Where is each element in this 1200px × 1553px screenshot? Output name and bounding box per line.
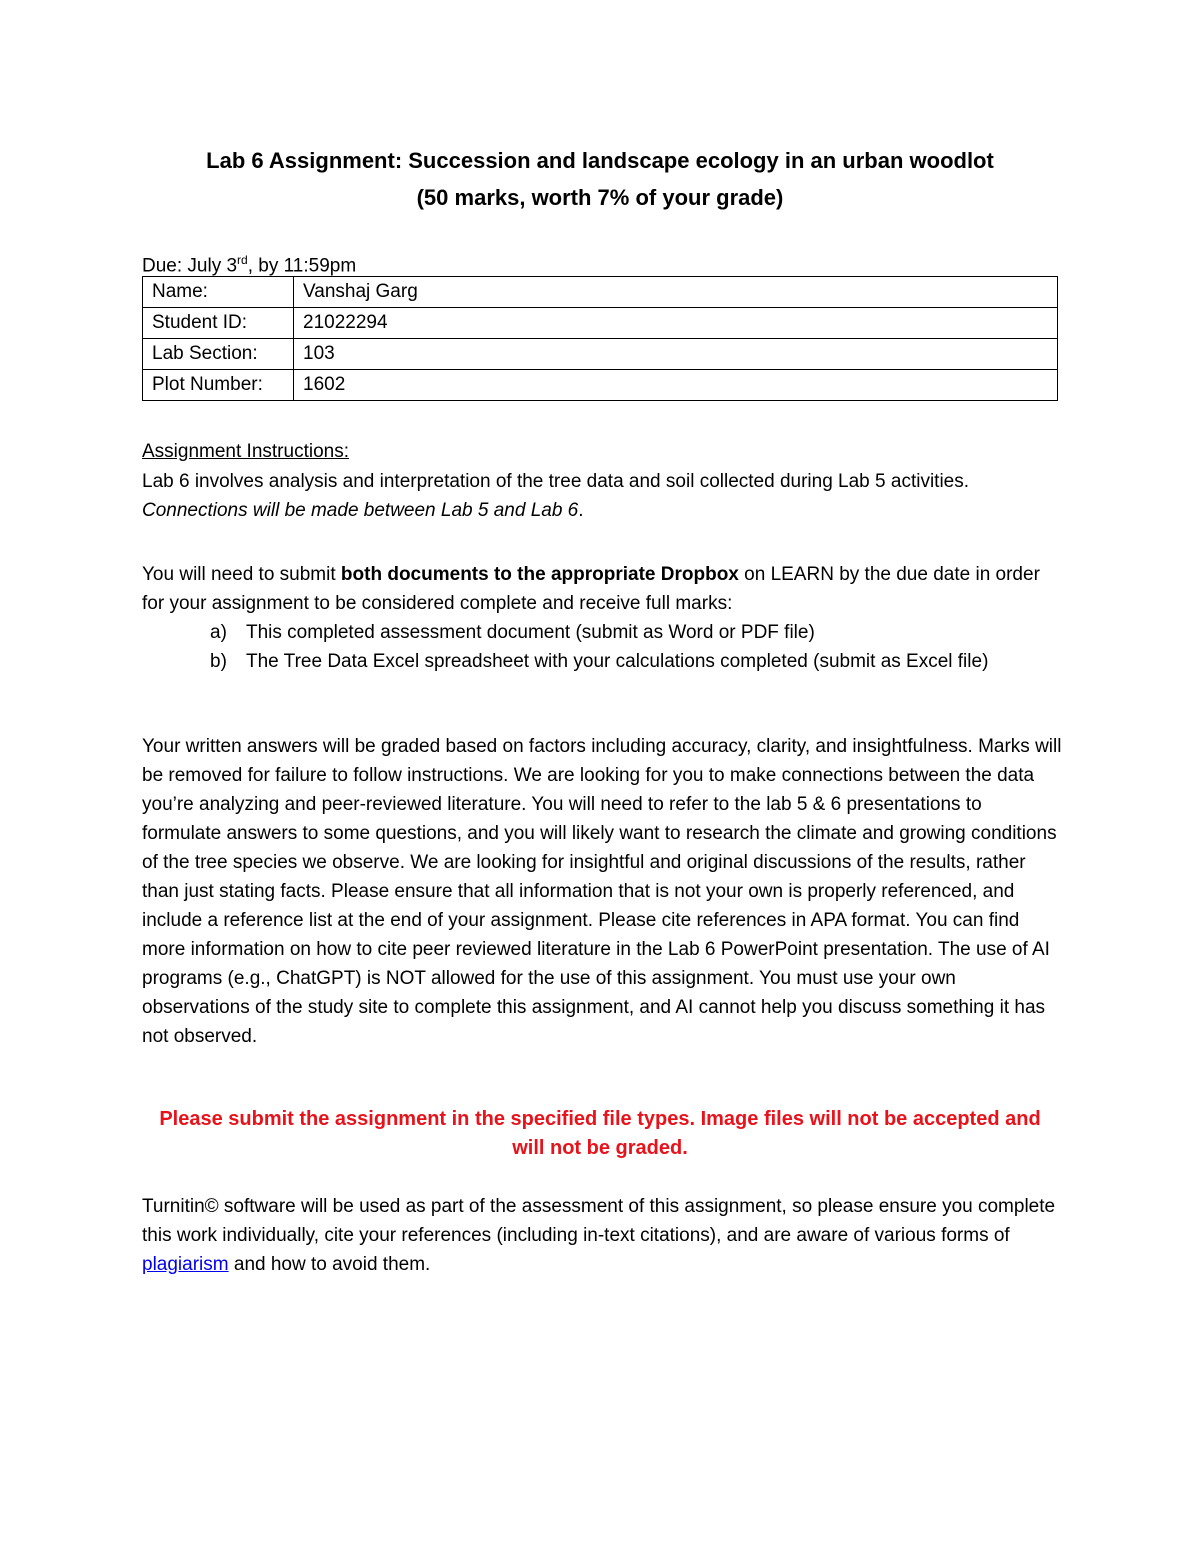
list-item-text: The Tree Data Excel spreadsheet with your calculations completed (submit as Excel file) <box>246 651 989 672</box>
assignment-title <box>142 142 1058 216</box>
instructions-paragraph-1 <box>142 467 1062 525</box>
due-suffix: , by 11:59pm <box>247 255 357 277</box>
table-row <box>143 339 1058 370</box>
list-item-text: This completed assessment document (submit as Word or PDF file) <box>246 622 815 643</box>
name-value[interactable]: Vanshaj Garg <box>294 277 1058 308</box>
p2-after: on LEARN by the due date in order for your assignment to be considered complete and receive full marks: <box>142 564 1040 614</box>
file-type-warning: Please submit the assignment in the specified file types. Image files will not be accepted and will not be graded. <box>159 1108 1041 1159</box>
list-item <box>210 618 1060 647</box>
instructions-paragraph-2 <box>142 560 1062 618</box>
list-marker: a) <box>210 622 227 643</box>
p1-italic: Connections will be made between Lab 5 and Lab 6 <box>142 500 579 521</box>
submission-list <box>210 618 1060 676</box>
plot-number-label: Plot Number: <box>143 370 294 401</box>
plot-number-value[interactable]: 1602 <box>294 370 1058 401</box>
p2-before: You will need to submit <box>142 564 341 585</box>
lab-section-label: Lab Section: <box>143 339 294 370</box>
list-item <box>210 647 1060 676</box>
instructions-paragraph-4 <box>142 1192 1062 1279</box>
list-marker: b) <box>210 651 227 672</box>
p4-before: Turnitin© software will be used as part of the assessment of this assignment, so please ensure you complete this work individually, cite your references (including in-text citations), and are aware of various forms of <box>142 1196 1056 1246</box>
plagiarism-link[interactable]: plagiarism <box>142 1254 229 1275</box>
instructions-paragraph-3: Your written answers will be graded based on factors including accuracy, clarity, and insightfulness. Marks will be removed for failure to follow instructions. We are looking for you to make connections between the data you’re analyzing and peer-reviewed literature. You will need to refer to the lab 5 & 6 presentations to formulate answers to some questions, and you will likely want to research the climate and growing conditions of the tree species we observe. We are looking for insightful and original discussions of the results, rather than just stating facts. Please ensure that all information that is not your own is properly referenced, and include a reference list at the end of your assignment. Please cite references in APA format. You can find more information on how to cite peer reviewed literature in the Lab 6 PowerPoint presentation. The use of AI programs (e.g., ChatGPT) is NOT allowed for the use of this assignment. You must use your own observations of the study site to complete this assignment, and AI cannot help you discuss something it has not observed. <box>142 736 1062 1047</box>
name-label: Name: <box>143 277 294 308</box>
p4-after: and how to avoid them. <box>228 1254 431 1275</box>
student-id-value[interactable]: 21022294 <box>294 308 1058 339</box>
table-row <box>143 277 1058 308</box>
p1-end: . <box>578 500 584 521</box>
instructions-heading: Assignment Instructions: <box>142 441 349 462</box>
table-row <box>143 308 1058 339</box>
table-row <box>143 370 1058 401</box>
p2-bold: both documents to the appropriate Dropbox <box>340 564 739 585</box>
title-line-2: (50 marks, worth 7% of your grade) <box>416 185 784 210</box>
due-prefix: Due: July 3 <box>142 255 238 277</box>
student-info-table <box>142 276 1058 401</box>
p1-text: Lab 6 involves analysis and interpretation of the tree data and soil collected during Lab 5 activities. <box>142 471 970 492</box>
student-id-label: Student ID: <box>143 308 294 339</box>
title-line-1: Lab 6 Assignment: Succession and landscape ecology in an urban woodlot <box>206 148 994 173</box>
due-superscript: rd <box>237 253 248 267</box>
lab-section-value[interactable]: 103 <box>294 339 1058 370</box>
